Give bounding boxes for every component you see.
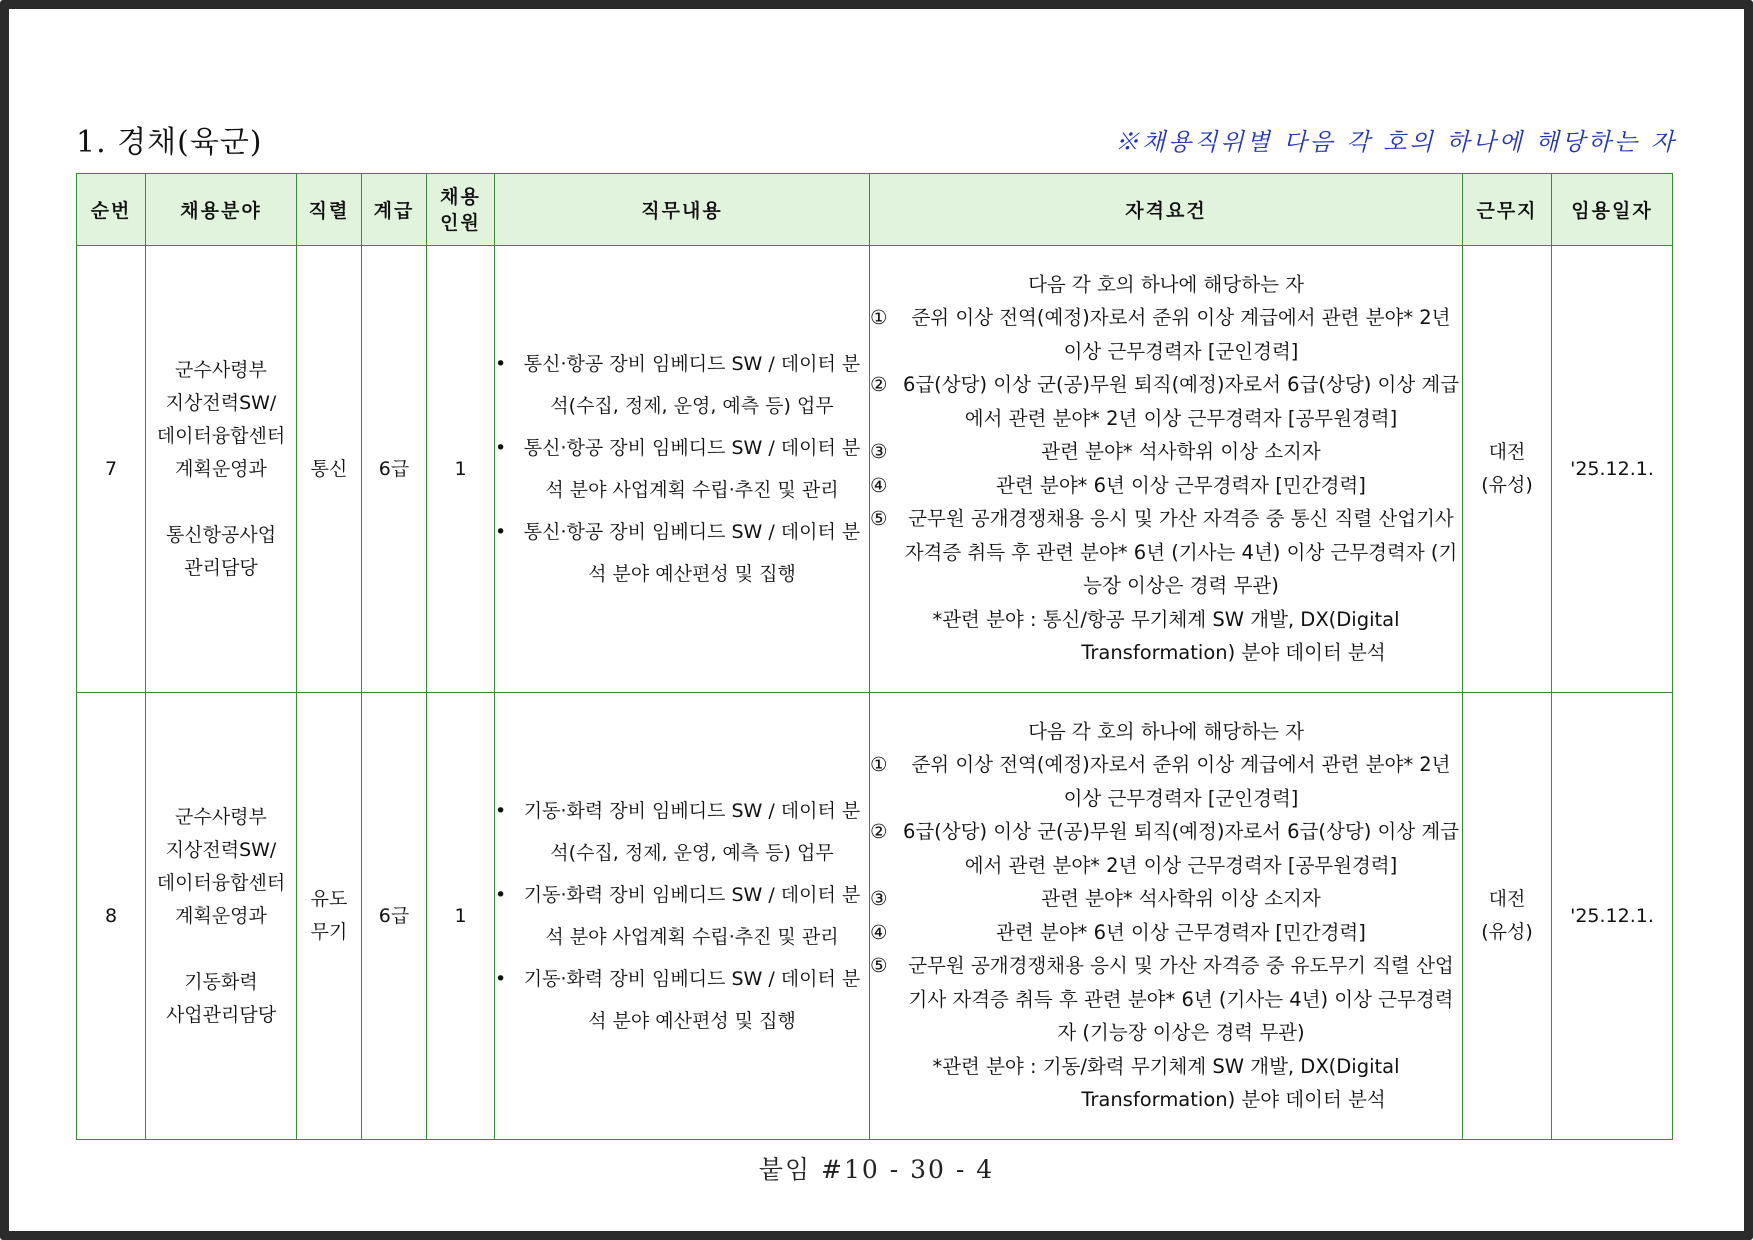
cell-location: 대전 (유성) (1463, 693, 1552, 1140)
qualification-head: 다음 각 호의 하나에 해당하는 자 (1028, 273, 1304, 297)
qualification-note: *관련 분야 : 기동/화력 무기체계 SW 개발, DX(Digital Transformation) 분야 데이터 분석 (932, 1054, 1400, 1112)
qualification-item: ③ 관련 분야* 석사학위 이상 소지자 (870, 887, 1321, 911)
header-series: 직렬 (297, 174, 362, 246)
header-location: 근무지 (1463, 174, 1552, 246)
page-footer: 붙임 #10 - 30 - 4 (758, 1155, 995, 1184)
cell-count: 1 (427, 246, 495, 693)
qualification-item: ⑤ 군무원 공개경쟁채용 응시 및 가산 자격증 중 유도무기 직렬 산업기사 자격증 취득 후 관련 분야* 6년 (기사는 4년) 이상 근무경력자 (기능장 이상은 경력 무관) (870, 954, 1454, 1045)
qualification-item: ⑤ 군무원 공개경쟁채용 응시 및 가산 자격증 중 통신 직렬 산업기사 자격증 취득 후 관련 분야* 6년 (기사는 4년) 이상 근무경력자 (기능장 이상은 경력 무관) (870, 507, 1458, 598)
bullet-icon: • (495, 968, 507, 990)
cell-series: 통신 (297, 246, 362, 693)
qualification-item: ④ 관련 분야* 6년 이상 근무경력자 [민간경력] (870, 473, 1366, 497)
cell-start-date: '25.12.1. (1552, 693, 1673, 1140)
cell-no: 8 (77, 693, 146, 1140)
table-row (77, 246, 1673, 693)
cell-start-date: '25.12.1. (1552, 246, 1673, 693)
cell-no: 7 (77, 246, 146, 693)
cell-series: 유도 무기 (297, 693, 362, 1140)
cell-grade: 6급 (362, 246, 427, 693)
qualification-item: ① 준위 이상 전역(예정)자로서 준위 이상 계급에서 관련 분야* 2년 이상 근무경력자 [군인경력] (870, 306, 1451, 363)
cell-duties (495, 693, 870, 1140)
cell-field: 군수사령부 지상전력SW/ 데이터융합센터 계획운영과 통신항공사업 관리담당 (146, 246, 297, 693)
duty-item: • 통신·항공 장비 임베디드 SW / 데이터 분석 분야 예산편성 및 집행 (495, 511, 869, 595)
cell-field: 군수사령부 지상전력SW/ 데이터융합센터 계획운영과 기동화력 사업관리담당 (146, 693, 297, 1140)
duty-item: • 통신·항공 장비 임베디드 SW / 데이터 분석(수집, 정제, 운영, 예측 등) 업무 (495, 343, 869, 427)
header-duties: 직무내용 (495, 174, 870, 246)
qualification-head: 다음 각 호의 하나에 해당하는 자 (1028, 720, 1304, 744)
recruitment-table (76, 173, 1673, 1140)
cell-location: 대전 (유성) (1463, 246, 1552, 693)
cell-qualifications (870, 246, 1463, 693)
header-qualifications: 자격요건 (870, 174, 1463, 246)
qualification-item: ② 6급(상당) 이상 군(공)무원 퇴직(예정)자로서 6급(상당) 이상 계급에서 관련 분야* 2년 이상 근무경력자 [공무원경력] (870, 820, 1460, 877)
header-grade: 계급 (362, 174, 427, 246)
header-field: 채용분야 (146, 174, 297, 246)
section-heading: 1. 경채(육군) (76, 125, 263, 160)
header-start-date: 임용일자 (1552, 174, 1673, 246)
qualification-item: ③ 관련 분야* 석사학위 이상 소지자 (870, 440, 1321, 464)
qualification-note: *관련 분야 : 통신/항공 무기체계 SW 개발, DX(Digital Transformation) 분야 데이터 분석 (932, 607, 1400, 665)
table-header-row (77, 174, 1673, 246)
duty-item: • 기동·화력 장비 임베디드 SW / 데이터 분석(수집, 정제, 운영, 예측 등) 업무 (495, 790, 869, 874)
table-row (77, 693, 1673, 1140)
bullet-icon: • (495, 800, 507, 822)
qualification-item: ① 준위 이상 전역(예정)자로서 준위 이상 계급에서 관련 분야* 2년 이상 근무경력자 [군인경력] (870, 753, 1451, 810)
cell-qualifications (870, 693, 1463, 1140)
duty-item: • 기동·화력 장비 임베디드 SW / 데이터 분석 분야 예산편성 및 집행 (495, 958, 869, 1042)
header-count: 채용 인원 (427, 174, 495, 246)
bullet-icon: • (495, 521, 507, 543)
duty-item: • 기동·화력 장비 임베디드 SW / 데이터 분석 분야 사업계획 수립·추진 및 관리 (495, 874, 869, 958)
section-note: ※채용직위별 다음 각 호의 하나에 해당하는 자 (1114, 128, 1677, 156)
bullet-icon: • (495, 437, 507, 459)
qualification-item: ④ 관련 분야* 6년 이상 근무경력자 [민간경력] (870, 920, 1366, 944)
qualification-item: ② 6급(상당) 이상 군(공)무원 퇴직(예정)자로서 6급(상당) 이상 계급에서 관련 분야* 2년 이상 근무경력자 [공무원경력] (870, 373, 1460, 430)
duty-item: • 통신·항공 장비 임베디드 SW / 데이터 분석 분야 사업계획 수립·추진 및 관리 (495, 427, 869, 511)
bullet-icon: • (495, 353, 507, 375)
bullet-icon: • (495, 884, 507, 906)
cell-count: 1 (427, 693, 495, 1140)
header-no: 순번 (77, 174, 146, 246)
cell-duties (495, 246, 870, 693)
cell-grade: 6급 (362, 693, 427, 1140)
